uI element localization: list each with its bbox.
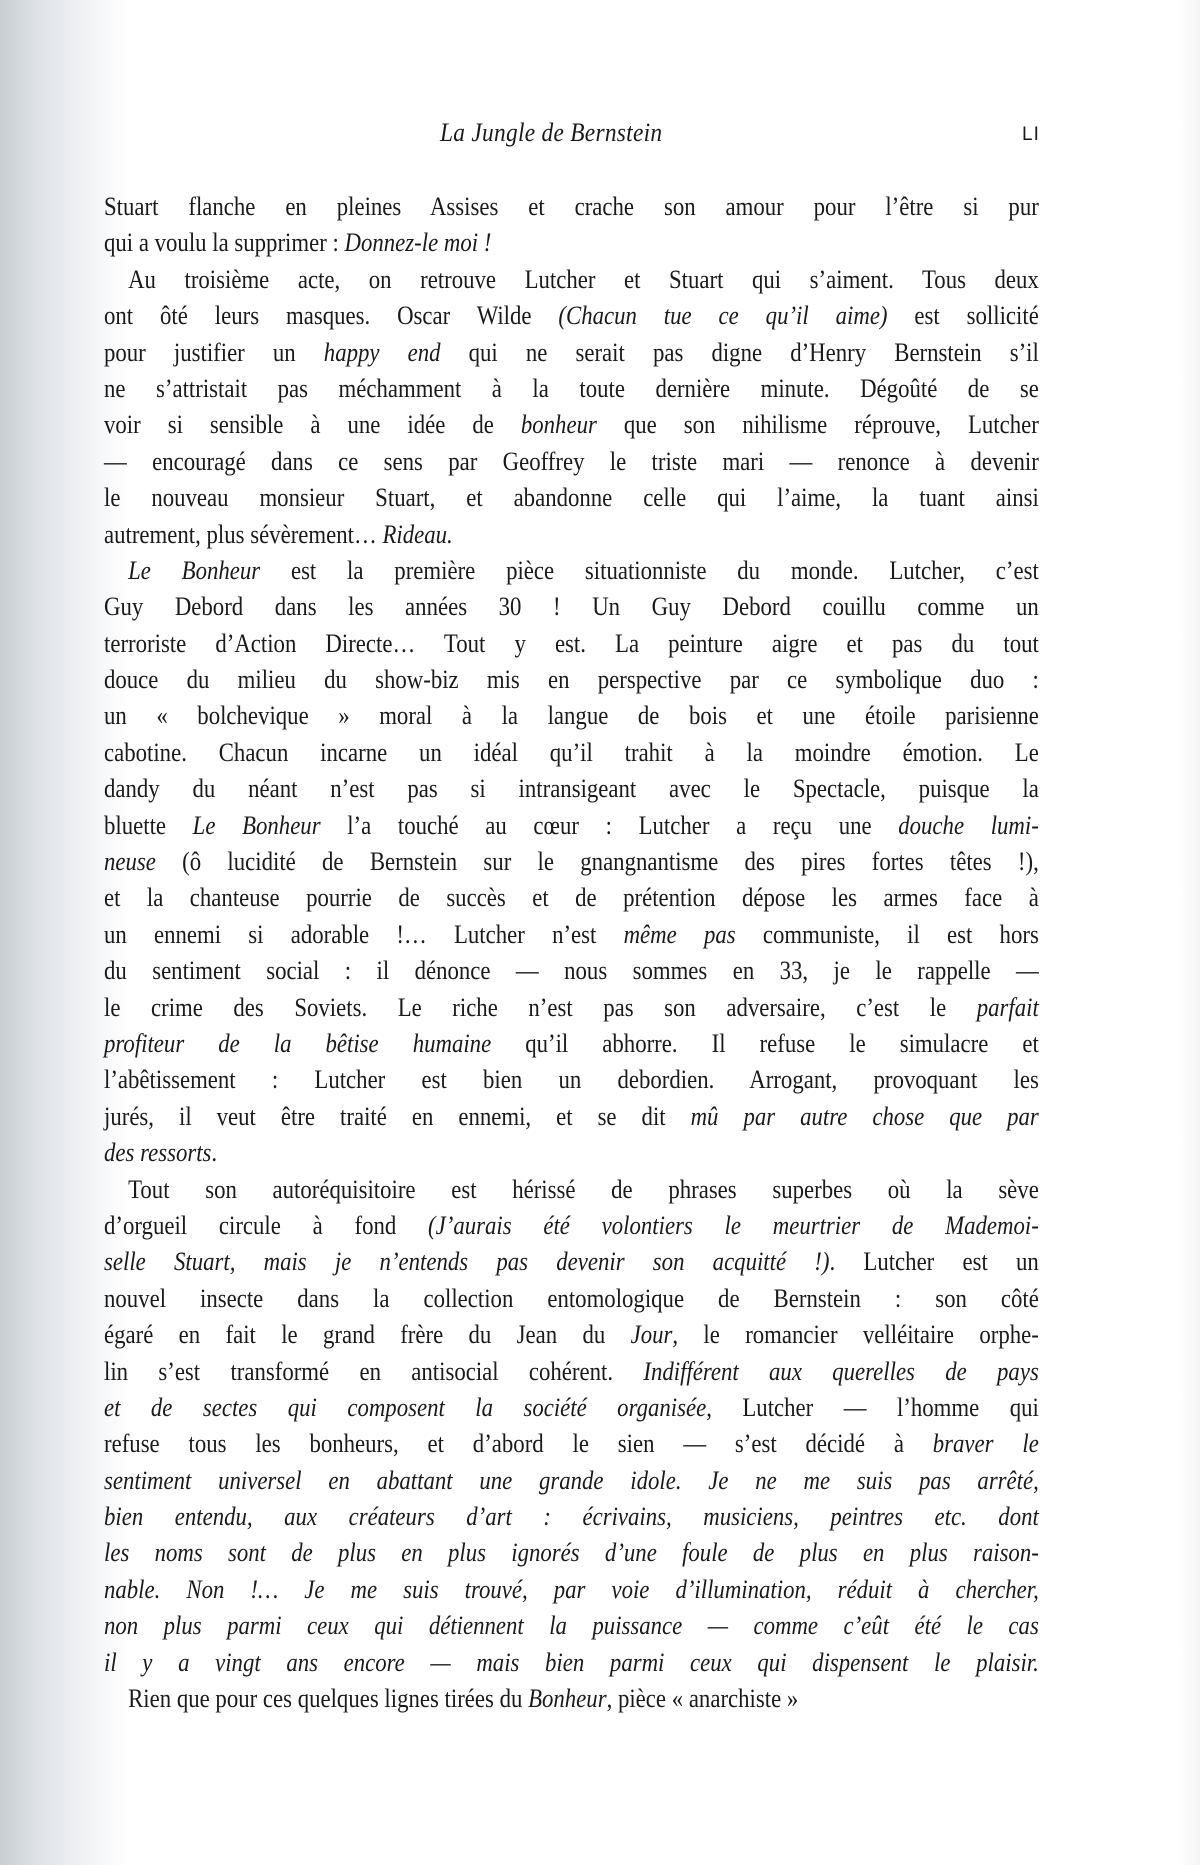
text-line: [104, 1680, 1039, 1716]
text-line: [104, 1207, 1039, 1243]
text-segment: lin s’est transformé en antisocial cohérent.: [104, 1355, 644, 1386]
text-line: [104, 879, 1039, 915]
text-segment: ne s’attristait pas méchamment à la toute dernière minute. Dégoûté de se: [104, 372, 1039, 403]
text-segment: jurés, il veut être traité en ennemi, et se dit: [104, 1100, 691, 1131]
text-segment: Tout son autoréquisitoire est hérissé de phrases superbes où la sève: [128, 1173, 1039, 1204]
text-line: [104, 1534, 1039, 1570]
italic-text-segment: Bonheur: [528, 1683, 607, 1714]
text-segment: cabotine. Chacun incarne un idéal qu’il trahit à la moindre émotion. Le: [104, 736, 1039, 767]
text-segment: Stuart flanche en pleines Assises et crache son amour pour l’être si pur: [104, 191, 1039, 221]
text-segment: — encouragé dans ce sens par Geoffrey le triste mari — renonce à devenir: [104, 445, 1039, 476]
text-segment: le crime des Soviets. Le riche n’est pas son adversaire, c’est le: [104, 991, 977, 1022]
italic-text-segment: Rideau.: [382, 518, 453, 549]
text-line: [104, 224, 1039, 260]
italic-text-segment: sentiment universel en abattant une grande idole. Je ne me suis pas arrêté,: [104, 1464, 1039, 1495]
text-line: [104, 1462, 1039, 1498]
text-line: [104, 1025, 1039, 1061]
text-line: [104, 1171, 1039, 1207]
text-segment: dandy du néant n’est pas si intransigeant avec le Spectacle, puisque la: [104, 773, 1039, 804]
text-segment: terroriste d’Action Directe… Tout y est. La peinture aigre et pas du tout: [104, 627, 1039, 658]
text-segment: , pièce « anarchiste »: [606, 1683, 799, 1714]
text-line: [104, 1353, 1039, 1389]
text-segment: (ô lucidité de Bernstein sur le gnangnantisme des pires fortes têtes !),: [155, 846, 1039, 877]
text-segment: égaré en fait le grand frère du Jean du: [104, 1319, 631, 1350]
text-line: [104, 1389, 1039, 1425]
text-segment: autrement, plus sévèrement…: [104, 518, 383, 549]
text-line: [104, 1243, 1039, 1279]
text-segment: du sentiment social : il dénonce — nous sommes en 33, je le rappelle —: [104, 955, 1039, 986]
text-segment: nouvel insecte dans la collection entomologique de Bernstein : son côté: [104, 1282, 1039, 1313]
italic-text-segment: selle Stuart, mais je n’entends pas devenir son acquitté !): [104, 1246, 830, 1277]
italic-text-segment: il y a vingt ans encore — mais bien parmi ceux qui dispensent le plaisir.: [104, 1646, 1039, 1677]
text-line: [104, 661, 1039, 697]
text-segment: qu’il abhorre. Il refuse le simulacre et: [491, 1027, 1039, 1058]
text-line: [104, 1316, 1039, 1352]
italic-text-segment: même pas: [623, 918, 736, 949]
text-segment: est la première pièce situationniste du monde. Lutcher, c’est: [260, 554, 1039, 585]
text-line: [104, 479, 1039, 515]
italic-text-segment: Le Bonheur: [192, 809, 321, 840]
text-line: [104, 406, 1039, 442]
italic-text-segment: les noms sont de plus en plus ignorés d’une foule de plus en plus raison-: [104, 1537, 1039, 1568]
text-line: [104, 1644, 1039, 1680]
running-head: [0, 118, 1200, 158]
text-line: [104, 697, 1039, 733]
text-segment: qui a voulu la supprimer :: [104, 227, 345, 258]
text-segment: voir si sensible à une idée de: [104, 409, 521, 440]
text-line: [104, 588, 1039, 624]
text-line: [104, 443, 1039, 479]
text-segment: qui ne serait pas digne d’Henry Bernstein s’il: [440, 336, 1039, 367]
text-segment: un « bolchevique » moral à la langue de bois et une étoile parisienne: [104, 700, 1039, 731]
text-line: [104, 188, 1039, 224]
body-text: [104, 188, 1039, 1716]
page-number: LI: [1022, 124, 1040, 145]
text-segment: , le romancier velléitaire orphe-: [672, 1319, 1039, 1350]
text-segment: , Lutcher — l’homme qui: [706, 1391, 1039, 1422]
text-segment: .: [211, 1137, 218, 1168]
text-segment: d’orgueil circule à fond: [104, 1209, 429, 1240]
italic-text-segment: bonheur: [520, 409, 597, 440]
text-segment: . Lutcher est un: [829, 1246, 1039, 1277]
text-segment: Guy Debord dans les années 30 ! Un Guy Debord couillu comme un: [104, 591, 1039, 622]
text-segment: que son nihilisme réprouve, Lutcher: [596, 409, 1039, 440]
text-line: [104, 916, 1039, 952]
italic-text-segment: (J’aurais été volontiers le meurtrier de Mademoi-: [428, 1209, 1039, 1240]
text-segment: Rien que pour ces quelques lignes tirées du: [128, 1683, 529, 1714]
text-segment: un ennemi si adorable !… Lutcher n’est: [104, 918, 624, 949]
italic-text-segment: happy end: [323, 336, 441, 367]
italic-text-segment: neuse: [104, 846, 156, 877]
text-segment: le nouveau monsieur Stuart, et abandonne celle qui l’aime, la tuant ainsi: [104, 482, 1039, 513]
italic-text-segment: Indifférent aux querelles de pays: [643, 1355, 1039, 1386]
text-line: [104, 770, 1039, 806]
italic-text-segment: bien entendu, aux créateurs d’art : écrivains, musiciens, peintres etc. dont: [104, 1501, 1039, 1532]
italic-text-segment: profiteur de la bêtise humaine: [104, 1027, 492, 1058]
text-line: [104, 516, 1039, 552]
text-line: [104, 261, 1039, 297]
italic-text-segment: braver le: [932, 1428, 1039, 1459]
italic-text-segment: nable. Non !… Je me suis trouvé, par voie d’illumination, réduit à chercher,: [104, 1573, 1039, 1604]
text-line: [104, 1498, 1039, 1534]
text-line: [104, 1061, 1039, 1097]
text-line: [104, 734, 1039, 770]
text-line: [104, 843, 1039, 879]
text-line: [104, 334, 1039, 370]
italic-text-segment: douche lumi-: [898, 809, 1039, 840]
text-line: [104, 1280, 1039, 1316]
text-line: [104, 1098, 1039, 1134]
italic-text-segment: Donnez-le moi !: [344, 227, 492, 258]
italic-text-segment: parfait: [976, 991, 1039, 1022]
text-line: [104, 952, 1039, 988]
text-line: [104, 1571, 1039, 1607]
text-segment: est sollicité: [887, 300, 1039, 331]
text-line: [104, 989, 1039, 1025]
text-line: [104, 552, 1039, 588]
running-title: La Jungle de Bernstein: [440, 118, 663, 147]
italic-text-segment: Le Bonheur: [128, 554, 261, 585]
text-segment: l’a touché au cœur : Lutcher a reçu une: [320, 809, 899, 840]
italic-text-segment: non plus parmi ceux qui détiennent la puissance — comme c’eût été le cas: [104, 1610, 1039, 1641]
italic-text-segment: (Chacun tue ce qu’il aime): [558, 300, 888, 331]
text-segment: douce du milieu du show-biz mis en perspective par ce symbolique duo :: [104, 664, 1039, 695]
text-segment: et la chanteuse pourrie de succès et de prétention dépose les armes face à: [104, 882, 1039, 913]
text-segment: bluette: [104, 809, 193, 840]
text-line: [104, 807, 1039, 843]
text-line: [104, 370, 1039, 406]
text-line: [104, 1425, 1039, 1461]
text-segment: l’abêtissement : Lutcher est bien un debordien. Arrogant, provoquant les: [104, 1064, 1039, 1095]
text-line: [104, 625, 1039, 661]
italic-text-segment: Jour: [630, 1319, 673, 1350]
text-segment: Au troisième acte, on retrouve Lutcher et Stuart qui s’aiment. Tous deux: [128, 263, 1039, 294]
italic-text-segment: des ressorts: [104, 1137, 212, 1168]
text-line: [104, 297, 1039, 333]
text-segment: refuse tous les bonheurs, et d’abord le sien — s’est décidé à: [104, 1428, 933, 1459]
text-line: [104, 1134, 1039, 1170]
italic-text-segment: mû par autre chose que par: [690, 1100, 1039, 1131]
italic-text-segment: et de sectes qui composent la société organisée: [104, 1391, 707, 1422]
text-line: [104, 1607, 1039, 1643]
text-segment: pour justifier un: [104, 336, 324, 367]
text-segment: ont ôté leurs masques. Oscar Wilde: [104, 300, 559, 331]
text-segment: communiste, il est hors: [735, 918, 1039, 949]
